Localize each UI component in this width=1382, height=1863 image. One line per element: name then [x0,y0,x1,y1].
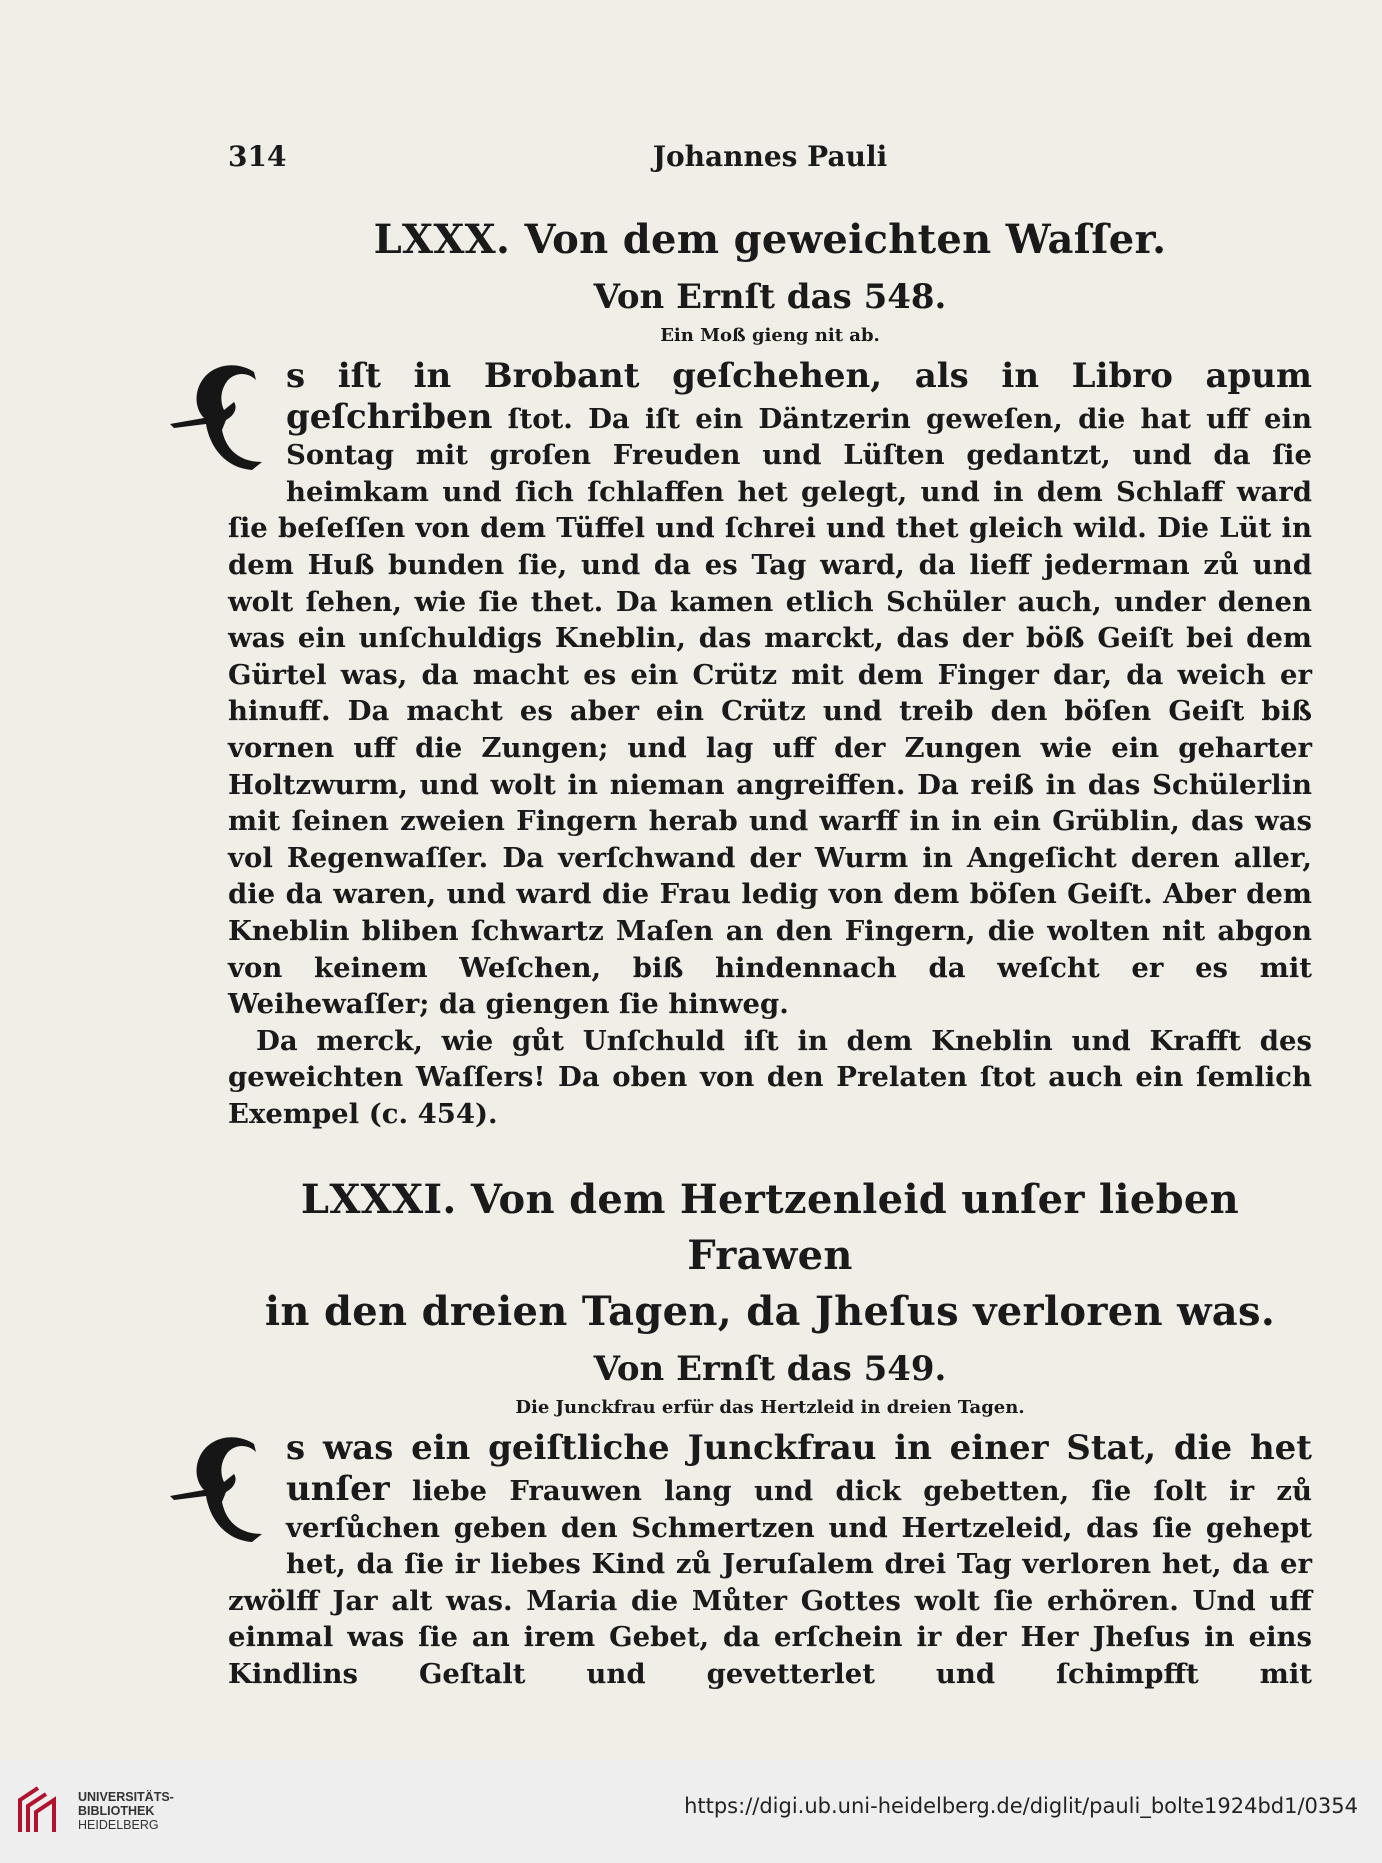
chapter-body [228,356,1312,1023]
paragraph-text: ſtot. Da iſt ein Däntzerin geweſen, die hat uff ein Sontag mit groſen Freuden und Lüſten gedantzt, und da ſie heimkam und ſich ſchlaffen het gelegt, und in dem Schlaff ward ſie beſeſſen von dem Tüffel und ſchrei und thet gleich wild. Die Lüt in dem Huß bunden ſie, und da es Tag ward, da lieff jederman zů und wolt ſehen, wie ſie thet. Da kamen etlich Schüler auch, under denen was ein unſchuldigs Kneblin, das marckt, das der böß Geiſt bei dem Gürtel was, da macht es ein Crütz mit dem Finger dar, da weich er hinuff. Da macht es aber ein Crütz und treib den böſen Geiſt biß vornen uff die Zungen; und lag uff der Zungen wie ein geharter Holtzwurm, und wolt in nieman angreiffen. Da reiß in das Schülerlin mit ſeinen zweien Fingern herab und warff in in ein Grüblin, das was vol Regenwaſſer. Da verſchwand der Wurm in Angeſicht deren aller, die da waren, und ward die Frau ledig von dem böſen Geiſt. Aber dem Kneblin bliben ſchwartz Maſen an den Fingern, die wolten nit abgon von keinem Weſchen, biß hindennach da weſcht er es mit Weihewaſſer; da giengen ſie hinweg. [228,402,1312,1021]
chapter-title-line1: LXXXI. Von dem Hertzenleid unſer lieben Frawen [300,1176,1240,1280]
chapter-body [228,1428,1312,1692]
chapter-lxxx [228,212,1312,1132]
drop-cap-initial [166,358,276,486]
chapter-title-line2: in den dreien Tagen, da Jheſus verloren was. [264,1288,1276,1336]
running-head: Johannes Pauli [652,140,888,173]
paragraph-text: liebe Frauwen lang und dick gebetten, ſie ſolt ir zů verſůchen geben den Schmertzen und Hertzeleid, das ſie gehept het, da ſie ir liebes Kind zů Jeruſalem drei Tag verloren het, da er zwölff Jar alt was. Maria die Můter Gottes wolt ſie erhören. Und uff einmal was ſie an irem Gebet, da erſchein ir der Her Jheſus in eins Kindlins Geſtalt und gevetterlet und ſchimpfft mit [228,1475,1312,1691]
university-library-logo-icon[interactable] [14,1782,64,1838]
chapter-motto: Die Junckfrau erfür das Hertzleid in dreien Tagen. [515,1397,1025,1419]
page-number: 314 [228,140,287,173]
library-name[interactable]: UNIVERSITÄTS- BIBLIOTHEK HEIDELBERG [78,1790,174,1832]
permalink-url[interactable]: https://digi.ub.uni-heidelberg.de/diglit/pauli_bolte1924bd1/0354 [684,1794,1358,1818]
chapter-motto: Ein Moß gieng nit ab. [660,325,880,346]
chapter-source: Von Ernſt das 548. [593,277,947,317]
chapter-lxxxi [228,1172,1312,1692]
drop-cap-initial [166,1430,276,1558]
drop-cap-e-icon [166,1430,276,1558]
viewer-footer [0,1760,1382,1863]
drop-cap-e-icon [166,358,276,486]
first-line: s iſt in Brobant geſchehen, als in Libro apum geſchriben [286,356,1312,437]
page-content [228,212,1312,1693]
first-line: s was ein geiſtliche Junckfrau in einer Stat, die het unſer [286,1428,1312,1510]
chapter-title: LXXX. Von dem geweichten Waſſer. [373,216,1167,263]
chapter-source: Von Ernſt das 549. [593,1349,947,1390]
chapter-moral: Da merck, wie gůt Unſchuld iſt in dem Kneblin und Krafft des geweichten Waſſers! Da oben von den Prelaten ſtot auch ein ſemlich Exempel (c. 454). [228,1024,1312,1130]
